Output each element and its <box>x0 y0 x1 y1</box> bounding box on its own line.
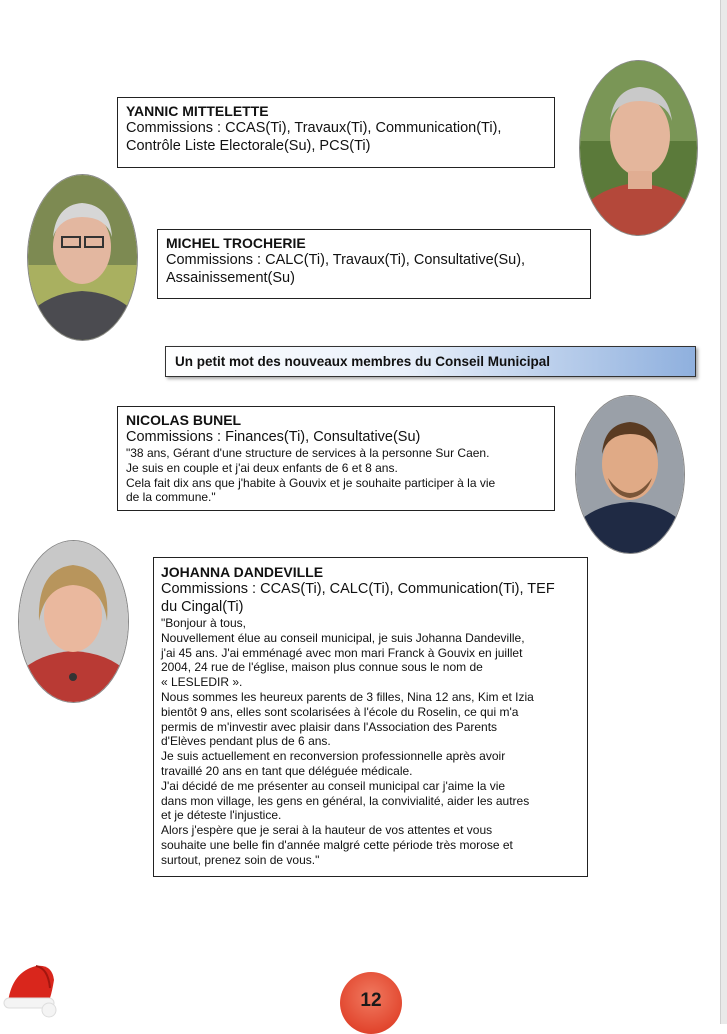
photo-johanna <box>18 540 129 703</box>
photo-michel <box>27 174 138 341</box>
page-number: 12 <box>340 972 402 1034</box>
santa-hat-icon <box>2 958 58 1020</box>
member-card-michel <box>157 229 591 299</box>
member-card-johanna <box>153 557 588 877</box>
member-card-yannic <box>117 97 555 168</box>
photo-yannic <box>579 60 698 236</box>
page-edge <box>720 0 727 1024</box>
photo-nicolas <box>575 395 685 554</box>
member-commissions: Commissions : CCAS(Ti), Travaux(Ti), Communication(Ti), Contrôle Liste Electorale(Su), PCS(Ti) <box>126 120 502 154</box>
member-commissions: Commissions : CCAS(Ti), CALC(Ti), Communication(Ti), TEF du Cingal(Ti) <box>161 581 555 615</box>
member-name: YANNIC MITTELETTE <box>126 103 269 119</box>
member-commissions: Commissions : Finances(Ti), Consultative(Su) <box>126 429 421 445</box>
member-quote: "38 ans, Gérant d'une structure de services à la personne Sur Caen. Je suis en couple et j'ai deux enfants de 6 et 8 ans. Cela fait dix ans que j'habite à Gouvix et je souhaite participer à la vie de la commune." <box>126 446 496 505</box>
member-name: NICOLAS BUNEL <box>126 412 242 428</box>
member-card-nicolas <box>117 406 555 511</box>
member-quote: "Bonjour à tous, Nouvellement élue au conseil municipal, je suis Johanna Dandeville, j'ai 45 ans. J'ai emménagé avec mon mari Franck à Gouvix en juillet 2004, 24 rue de l'église, maison plus connue sous le nom de « LESLEDIR ». Nous sommes les heureux parents de 3 filles, Nina 12 ans, Kim et Izia bientôt 9 ans, elles sont scolarisées à l'école du Roselin, ce qui m'a permis de m'investir avec plaisir dans l'Association des Parents d'Elèves pendant plus de 6 ans. Je suis actuellement en reconversion professionnelle après avoir travaillé 20 ans en tant que déléguée médicale. J'ai décidé de me présenter au conseil municipal car j'aime la vie dans mon village, les gens en général, la convivialité, aider les autres et je déteste l'injustice. Alors j'espère que je serai à la hauteur de vos attentes et vous souhaite une belle fin d'année malgré cette période très morose et surtout, prenez soin de vous." <box>161 616 534 867</box>
member-commissions: Commissions : CALC(Ti), Travaux(Ti), Consultative(Su), Assainissement(Su) <box>166 252 526 286</box>
section-banner: Un petit mot des nouveaux membres du Conseil Municipal <box>165 346 696 377</box>
member-name: MICHEL TROCHERIE <box>166 235 306 251</box>
member-name: JOHANNA DANDEVILLE <box>161 564 324 580</box>
